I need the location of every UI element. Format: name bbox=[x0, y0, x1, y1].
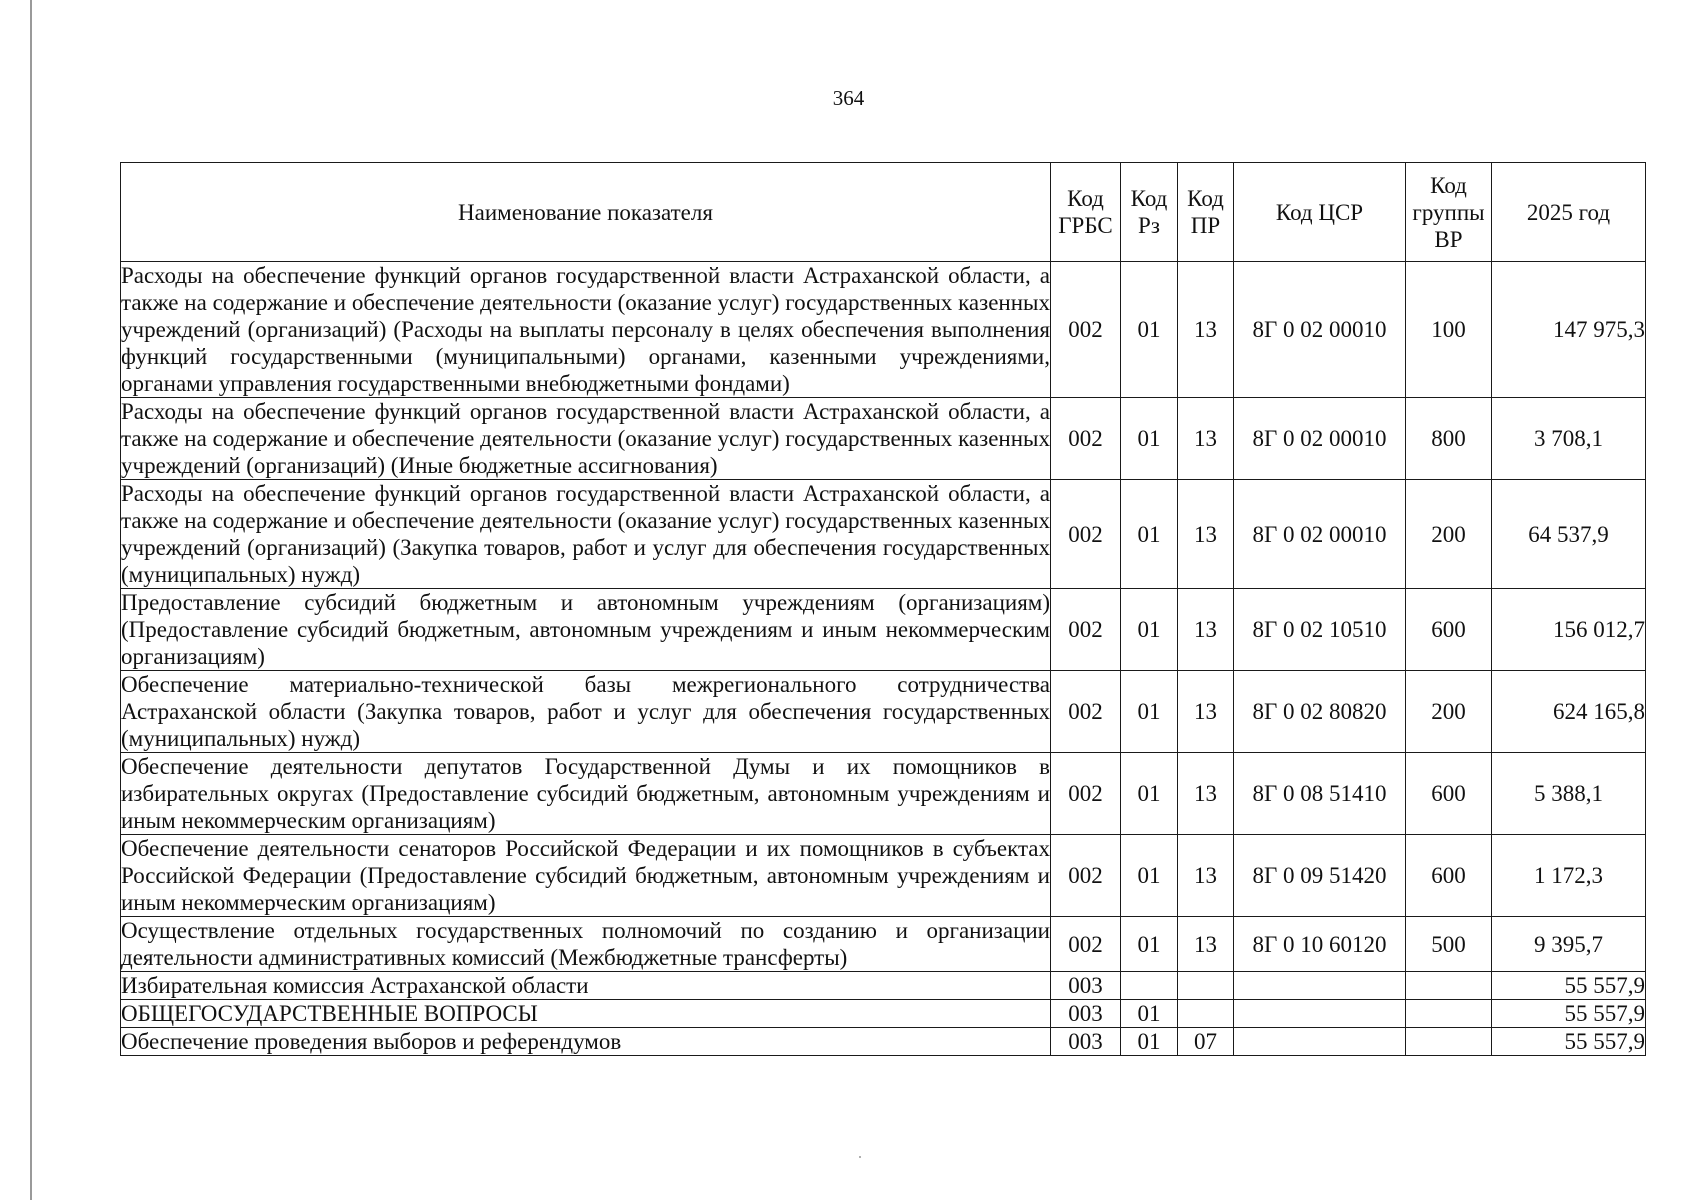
row-csr: 8Г 0 02 00010 bbox=[1234, 480, 1406, 589]
table-row bbox=[121, 262, 1646, 398]
table-row bbox=[121, 1028, 1646, 1056]
row-vr bbox=[1406, 1000, 1492, 1028]
header-vr: Код группы ВР bbox=[1406, 163, 1492, 262]
row-name: Осуществление отдельных государственных полномочий по созданию и организации деятельности административных комиссий (Межбюджетные трансферты) bbox=[121, 918, 1050, 970]
row-rz: 01 bbox=[1121, 1028, 1178, 1056]
row-grbs: 002 bbox=[1051, 917, 1121, 972]
row-pr: 07 bbox=[1178, 1028, 1234, 1056]
row-pr: 13 bbox=[1178, 398, 1234, 480]
row-amount: 624 165,8 bbox=[1492, 671, 1646, 753]
row-vr: 200 bbox=[1406, 671, 1492, 753]
row-pr: 13 bbox=[1178, 671, 1234, 753]
row-rz: 01 bbox=[1121, 589, 1178, 671]
row-amount: 156 012,7 bbox=[1492, 589, 1646, 671]
header-pr: Код ПР bbox=[1178, 163, 1234, 262]
row-amount: 64 537,9 bbox=[1492, 480, 1646, 589]
row-csr: 8Г 0 02 80820 bbox=[1234, 671, 1406, 753]
row-amount: 1 172,3 bbox=[1492, 835, 1646, 917]
row-grbs: 003 bbox=[1051, 1000, 1121, 1028]
row-rz: 01 bbox=[1121, 262, 1178, 398]
row-vr: 200 bbox=[1406, 480, 1492, 589]
row-rz: 01 bbox=[1121, 1000, 1178, 1028]
table-row bbox=[121, 398, 1646, 480]
row-amount: 3 708,1 bbox=[1492, 398, 1646, 480]
table-row bbox=[121, 917, 1646, 972]
row-rz: 01 bbox=[1121, 671, 1178, 753]
row-grbs: 002 bbox=[1051, 262, 1121, 398]
row-rz bbox=[1121, 972, 1178, 1000]
table-row bbox=[121, 753, 1646, 835]
table-row bbox=[121, 589, 1646, 671]
row-csr: 8Г 0 09 51420 bbox=[1234, 835, 1406, 917]
row-vr: 600 bbox=[1406, 589, 1492, 671]
row-vr bbox=[1406, 1028, 1492, 1056]
row-pr: 13 bbox=[1178, 753, 1234, 835]
header-rz: Код Рз bbox=[1121, 163, 1178, 262]
row-amount: 147 975,3 bbox=[1492, 262, 1646, 398]
row-name: Обеспечение деятельности депутатов Государственной Думы и их помощников в избирательных округах (Предоставление субсидий бюджетным, автономным учреждениям и иным некоммерческим организациям) bbox=[121, 754, 1050, 833]
row-pr: 13 bbox=[1178, 589, 1234, 671]
row-name: Предоставление субсидий бюджетным и автономным учреждениям (организациям) (Предоставление субсидий бюджетным, автономным учреждениям и иным некоммерческим организациям) bbox=[121, 590, 1050, 669]
row-csr: 8Г 0 02 00010 bbox=[1234, 262, 1406, 398]
row-name: Расходы на обеспечение функций органов государственной власти Астраханской области, а также на содержание и обеспечение деятельности (оказание услуг) государственных казенных учреждений (организаций) (Закупка товаров, работ и услуг для обеспечения государственных (муниципальных) нужд) bbox=[121, 481, 1050, 587]
row-csr: 8Г 0 02 00010 bbox=[1234, 398, 1406, 480]
row-name: Расходы на обеспечение функций органов государственной власти Астраханской области, а также на содержание и обеспечение деятельности (оказание услуг) государственных казенных учреждений (организаций) (Иные бюджетные ассигнования) bbox=[121, 399, 1050, 478]
row-amount: 55 557,9 bbox=[1492, 1000, 1646, 1028]
table-row bbox=[121, 835, 1646, 917]
row-grbs: 002 bbox=[1051, 753, 1121, 835]
row-pr: 13 bbox=[1178, 917, 1234, 972]
row-pr: 13 bbox=[1178, 262, 1234, 398]
row-csr: 8Г 0 08 51410 bbox=[1234, 753, 1406, 835]
row-grbs: 003 bbox=[1051, 1028, 1121, 1056]
table-row bbox=[121, 671, 1646, 753]
header-name: Наименование показателя bbox=[121, 163, 1051, 262]
table-row bbox=[121, 480, 1646, 589]
row-rz: 01 bbox=[1121, 753, 1178, 835]
budget-table bbox=[120, 162, 1646, 1056]
row-vr: 100 bbox=[1406, 262, 1492, 398]
row-pr: 13 bbox=[1178, 480, 1234, 589]
row-vr bbox=[1406, 972, 1492, 1000]
row-rz: 01 bbox=[1121, 835, 1178, 917]
row-csr bbox=[1234, 1028, 1406, 1056]
header-grbs: Код ГРБС bbox=[1051, 163, 1121, 262]
row-grbs: 002 bbox=[1051, 398, 1121, 480]
header-csr: Код ЦСР bbox=[1234, 163, 1406, 262]
row-name: Обеспечение деятельности сенаторов Российской Федерации и их помощников в субъектах Российской Федерации (Предоставление субсидий бюджетным, автономным учреждениям и иным некоммерческим организациям) bbox=[121, 836, 1050, 915]
row-name: Избирательная комиссия Астраханской области bbox=[121, 972, 1051, 1000]
row-grbs: 003 bbox=[1051, 972, 1121, 1000]
row-name: Обеспечение проведения выборов и референдумов bbox=[121, 1028, 1051, 1056]
header-year: 2025 год bbox=[1492, 163, 1646, 262]
row-grbs: 002 bbox=[1051, 835, 1121, 917]
row-grbs: 002 bbox=[1051, 480, 1121, 589]
scan-margin-line bbox=[30, 0, 32, 1200]
row-csr bbox=[1234, 1000, 1406, 1028]
scan-speck bbox=[859, 1156, 861, 1158]
table-row bbox=[121, 1000, 1646, 1028]
row-amount: 55 557,9 bbox=[1492, 1028, 1646, 1056]
row-rz: 01 bbox=[1121, 398, 1178, 480]
row-vr: 800 bbox=[1406, 398, 1492, 480]
row-amount: 55 557,9 bbox=[1492, 972, 1646, 1000]
row-grbs: 002 bbox=[1051, 589, 1121, 671]
row-csr: 8Г 0 10 60120 bbox=[1234, 917, 1406, 972]
row-vr: 600 bbox=[1406, 835, 1492, 917]
row-name: Обеспечение материально-технической базы межрегионального сотрудничества Астраханской области (Закупка товаров, работ и услуг для обеспечения государственных (муниципальных) нужд) bbox=[121, 672, 1050, 751]
page-number: 364 bbox=[832, 86, 865, 110]
table-row bbox=[121, 972, 1646, 1000]
row-vr: 500 bbox=[1406, 917, 1492, 972]
row-amount: 9 395,7 bbox=[1492, 917, 1646, 972]
row-pr: 13 bbox=[1178, 835, 1234, 917]
row-csr: 8Г 0 02 10510 bbox=[1234, 589, 1406, 671]
row-amount: 5 388,1 bbox=[1492, 753, 1646, 835]
row-csr bbox=[1234, 972, 1406, 1000]
table-header-row bbox=[121, 163, 1646, 262]
row-grbs: 002 bbox=[1051, 671, 1121, 753]
row-vr: 600 bbox=[1406, 753, 1492, 835]
row-pr bbox=[1178, 1000, 1234, 1028]
row-rz: 01 bbox=[1121, 480, 1178, 589]
row-rz: 01 bbox=[1121, 917, 1178, 972]
row-name: Расходы на обеспечение функций органов государственной власти Астраханской области, а также на содержание и обеспечение деятельности (оказание услуг) государственных казенных учреждений (организаций) (Расходы на выплаты персоналу в целях обеспечения выполнения функций государственными (муниципальными) органами, казенными учреждениями, органами управления государственными внебюджетными фондами) bbox=[121, 263, 1050, 396]
row-pr bbox=[1178, 972, 1234, 1000]
row-name: ОБЩЕГОСУДАРСТВЕННЫЕ ВОПРОСЫ bbox=[121, 1000, 1051, 1028]
